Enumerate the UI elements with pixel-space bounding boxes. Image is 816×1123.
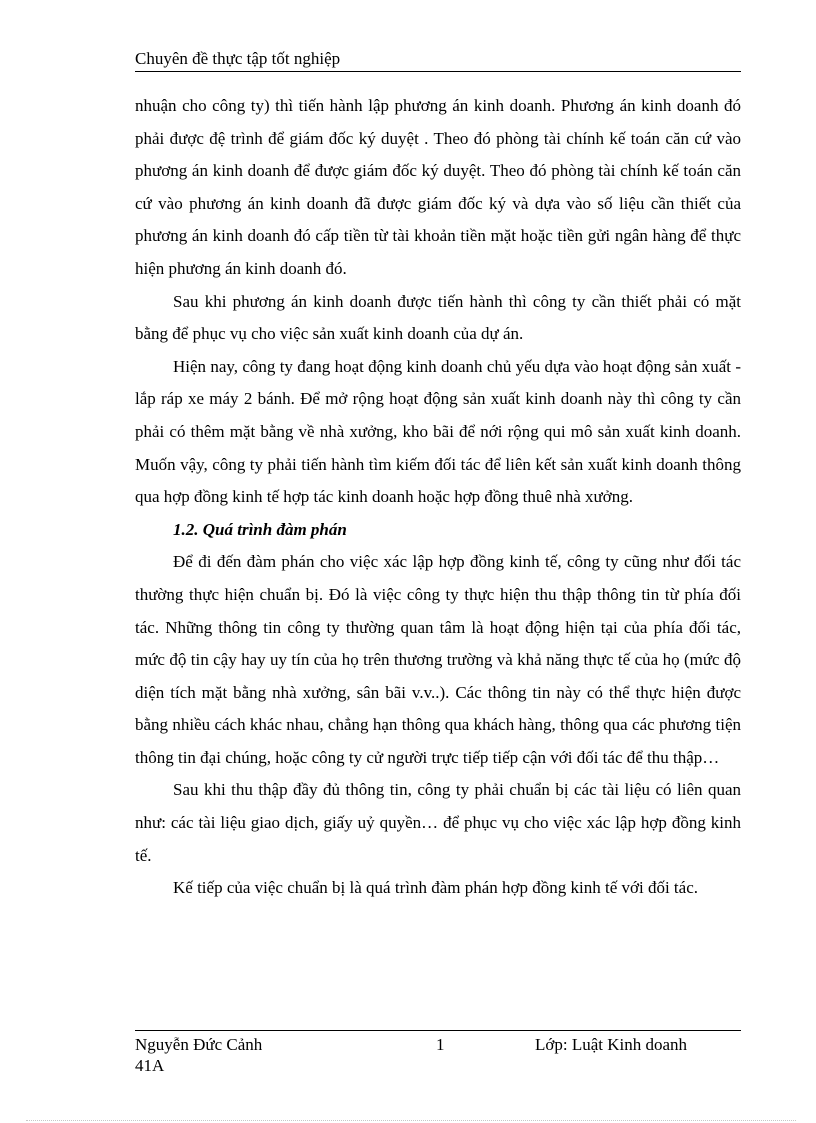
section-heading: 1.2. Quá trình đàm phán: [173, 519, 347, 539]
page-number: 1: [436, 1035, 445, 1054]
paragraph-5: Sau khi thu thập đầy đủ thông tin, công ty phải chuẩn bị các tài liệu có liên quan như: các tài liệu giao dịch, giấy uỷ quyền… để phục vụ cho việc xác lập hợp đồng kinh tế.: [135, 780, 741, 865]
footer-author: [135, 1034, 262, 1076]
footer-class: Lớp: Luật Kinh doanh: [535, 1035, 688, 1054]
header-rule: [135, 71, 741, 72]
author-class-code: 41A: [135, 1056, 165, 1075]
author-name: Nguyễn Đức Cảnh: [135, 1035, 263, 1054]
paragraph-3: Hiện nay, công ty đang hoạt động kinh doanh chủ yếu dựa vào hoạt động sản xuất - lắp ráp xe máy 2 bánh. Để mở rộng hoạt động sản xuất kinh doanh này thì công ty cần phải có thêm mặt bằng về nhà xưởng, kho bãi để nới rộng qui mô sản xuất kinh doanh. Muốn vậy, công ty phải tiến hành tìm kiếm đối tác để liên kết sản xuất kinh doanh thông qua hợp đồng kinh tế hợp tác kinh doanh hoặc hợp đồng thuê nhà xưởng.: [135, 356, 741, 507]
paragraph-4: Để đi đến đàm phán cho việc xác lập hợp đồng kinh tế, công ty cũng như đối tác thường thực hiện chuẩn bị. Đó là việc công ty thực hiện thu thập thông tin từ phía đối tác. Những thông tin công ty thường quan tâm là hoạt động hiện tại của phía đối tác, mức độ tin cậy hay uy tín của họ trên thương trường và khả năng thực tế của họ (mức độ diện tích mặt bằng nhà xưởng, sân bãi v.v..). Các thông tin này có thể thực hiện được bằng nhiều cách khác nhau, chẳng hạn thông qua khách hàng, thông qua các phương tiện thông tin đại chúng, hoặc công ty cử người trực tiếp tiếp cận với đối tác để thu thập…: [135, 552, 741, 767]
paragraph-1: nhuận cho công ty) thì tiến hành lập phương án kinh doanh. Phương án kinh doanh đó phải được đệ trình để giám đốc ký duyệt . Theo đó phòng tài chính kế toán căn cứ vào phương án kinh doanh để được giám đốc ký duyệt. Theo đó phòng tài chính kế toán căn cứ vào phương án kinh doanh đã được giám đốc ký và dựa vào số liệu cần thiết của phương án kinh doanh đó cấp tiền từ tài khoản tiền mặt hoặc tiền gửi ngân hàng để thực hiện phương án kinh doanh đó.: [135, 96, 741, 278]
document-body: [135, 90, 741, 905]
header-title: Chuyên đề thực tập tốt nghiệp: [135, 49, 341, 68]
page-edge-divider: [26, 1120, 796, 1121]
paragraph-6: Kế tiếp của việc chuẩn bị là quá trình đàm phán hợp đồng kinh tế với đối tác.: [173, 878, 698, 898]
footer-rule: [135, 1030, 741, 1031]
paragraph-2: Sau khi phương án kinh doanh được tiến hành thì công ty cần thiết phải có mặt bằng để phục vụ cho việc sản xuất kinh doanh của dự án.: [135, 291, 741, 344]
